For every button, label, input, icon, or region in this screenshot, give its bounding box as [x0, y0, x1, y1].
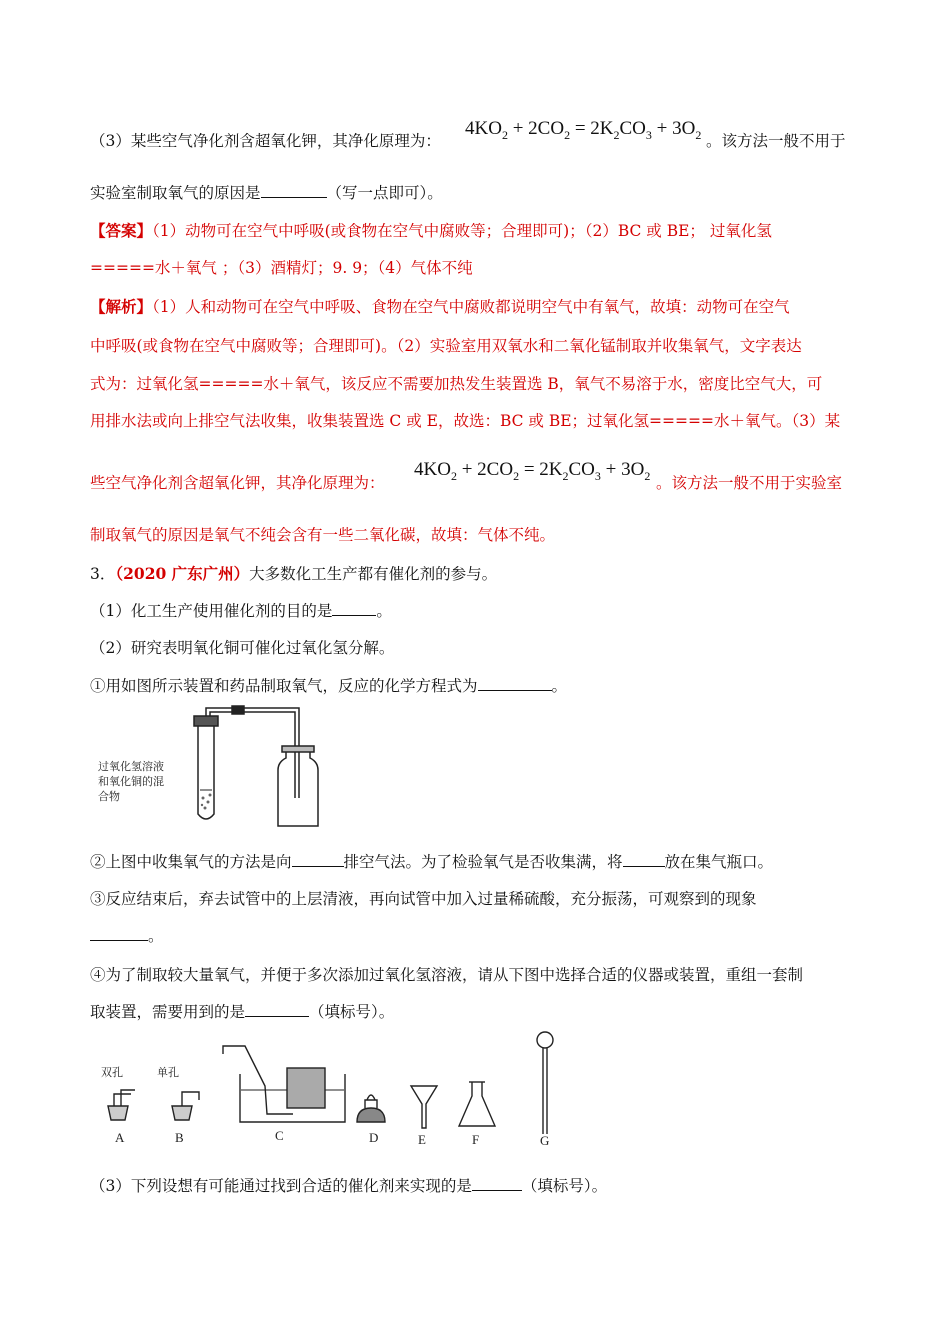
answer-blank: [472, 1176, 522, 1191]
svg-text:单孔: 单孔: [157, 1066, 179, 1079]
svg-text:和氧化铜的混: 和氧化铜的混: [98, 775, 164, 788]
q3-sub3-blank: 。: [90, 925, 164, 947]
answer-blank: [478, 676, 552, 691]
apparatus-d: [357, 1095, 385, 1122]
q3-sub1: ①用如图所示装置和药品制取氧气，反应的化学方程式为 。: [90, 677, 568, 695]
analysis-line5: 些空气净化剂含超氧化钾，其净化原理为：: [90, 474, 385, 492]
analysis-line4: 用排水法或向上排空气法收集，收集装置选 C 或 E，故选：BC 或 BE；过氧化氢=====水＋氧气。（3）某: [90, 412, 841, 430]
answer-line2: =====水＋氧气 ；（3）酒精灯；9. 9；（4）气体不纯: [90, 259, 473, 277]
answer-blank: [90, 926, 148, 941]
analysis-line2: 中呼吸(或食物在空气中腐败等；合理即可)。（2）实验室用双氧水和二氧化锰制取并收集氧气，文字表达: [90, 337, 802, 355]
equation-2: $4KO_2 + 2CO_2 = 2K_2CO_3 + 3O_2$: [414, 459, 651, 483]
svg-text:F: F: [472, 1132, 480, 1147]
q3-stem: 3．（2020 广东广州）大多数化工生产都有催化剂的参与。: [90, 564, 498, 583]
q2-part3-line2: 实验室制取氧气的原因是 （写一点即可）。: [90, 184, 443, 202]
analysis-line5-suffix: 。该方法一般不用于实验室: [656, 474, 843, 492]
svg-text:过氧化氢溶液: 过氧化氢溶液: [98, 760, 164, 773]
q3-sub4-line2: 取装置，需要用到的是 （填标号）。: [90, 1003, 395, 1021]
stopper: [194, 716, 218, 726]
q3-part1: （1）化工生产使用催化剂的目的是 。: [90, 602, 392, 620]
analysis-line6: 制取氧气的原因是氧气不纯会含有一些二氧化碳，故填：气体不纯。: [90, 526, 556, 544]
figure-apparatus-options: [95, 1026, 565, 1150]
svg-text:合物: 合物: [98, 790, 120, 803]
q3-sub4: ④为了制取较大量氧气，并便于多次添加过氧化氢溶液，请从下图中选择合适的仪器或装置，重组一套制: [90, 966, 804, 984]
svg-text:E: E: [418, 1132, 426, 1147]
figure-oxygen-apparatus: [92, 702, 382, 832]
apparatus-f: [459, 1082, 495, 1126]
equation-1: $4KO_2 + 2CO_2 = 2K_2CO_3 + 3O_2$: [465, 118, 702, 142]
q3-sub2: ②上图中收集氧气的方法是向 排空气法。为了检验氧气是否收集满，将 放在集气瓶口。: [90, 853, 774, 871]
gas-bottle: [278, 750, 318, 826]
answer-blank: [623, 852, 665, 867]
apparatus-g: [537, 1032, 553, 1134]
answer-line1: 【答案】（1）动物可在空气中呼吸(或食物在空气中腐败等；合理即可)；（2）BC 或 BE； 过氧化氢: [90, 221, 772, 240]
svg-text:双孔: 双孔: [101, 1066, 123, 1079]
q3-sub3: ③反应结束后，弃去试管中的上层清液，再向试管中加入过量稀硫酸，充分振荡，可观察到的现象: [90, 890, 757, 908]
analysis-line1: 【解析】（1）人和动物可在空气中呼吸、食物在空气中腐败都说明空气中有氧气，故填：动物可在空气: [90, 297, 790, 316]
q2-part3-suffix: 。该方法一般不用于: [706, 132, 846, 150]
apparatus-a: [108, 1090, 135, 1120]
answer-blank: [332, 601, 376, 616]
answer-blank: [292, 852, 344, 867]
q3-part3: （3）下列设想有可能通过找到合适的催化剂来实现的是 （填标号）。: [90, 1177, 608, 1195]
apparatus-c: [223, 1046, 345, 1122]
answer-blank: [261, 183, 327, 198]
svg-text:G: G: [540, 1133, 550, 1148]
svg-text:A: A: [115, 1130, 125, 1145]
analysis-line3: 式为：过氧化氢=====水＋氧气，该反应不需要加热发生装置选 B，氧气不易溶于水，密度比空气大，可: [90, 375, 823, 393]
q3-part2: （2）研究表明氧化铜可催化过氧化氢分解。: [90, 639, 395, 657]
svg-text:B: B: [175, 1130, 184, 1145]
q2-part3-line1: （3）某些空气净化剂含超氧化钾，其净化原理为：: [90, 132, 441, 150]
test-tube: [198, 724, 214, 819]
svg-text:D: D: [369, 1130, 379, 1145]
delivery-tube: [206, 708, 299, 798]
answer-blank: [245, 1002, 309, 1017]
apparatus-e: [411, 1086, 437, 1128]
apparatus-b: [172, 1092, 199, 1120]
svg-text:C: C: [275, 1128, 284, 1143]
